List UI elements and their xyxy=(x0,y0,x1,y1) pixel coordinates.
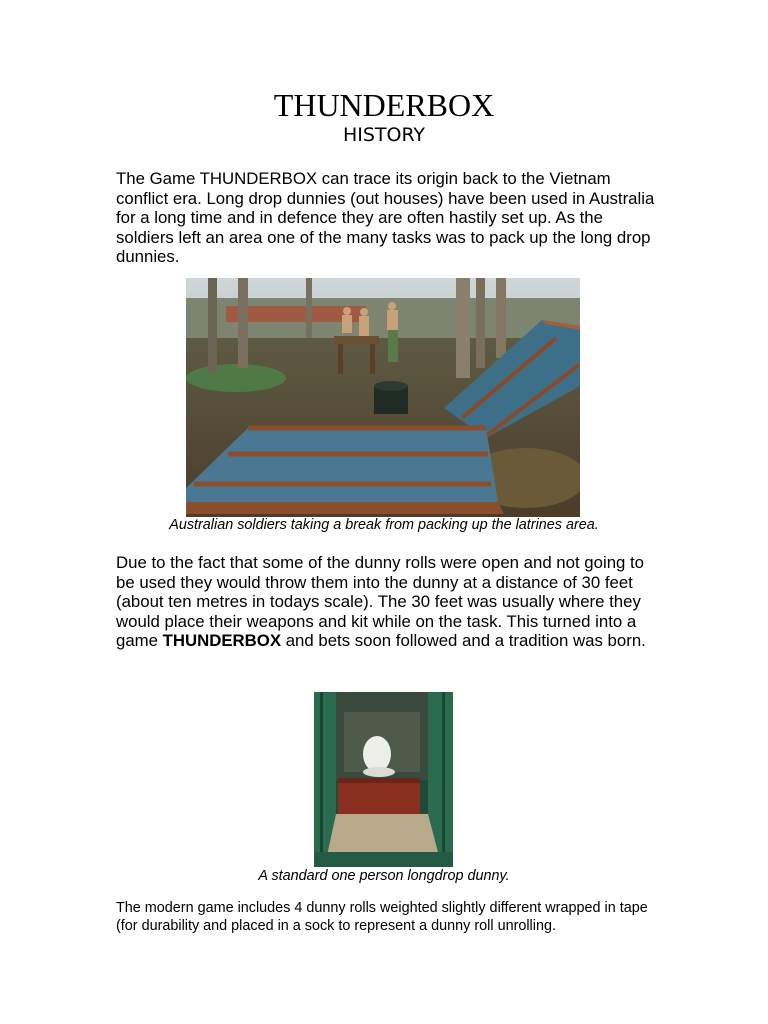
history-paragraph-text-start: Due to the fact that some of the dunny rolls were open and not going to be used they would throw them into the dunny at a distance of 30 feet (about ten metres in todays scale). The 30 feet was usually where they would place their weapons and kit while on the task. This turned into a game xyxy=(116,553,645,651)
history-paragraph-text-end: and bets soon followed and a tradition was born. xyxy=(281,631,646,651)
thunderbox-bold: THUNDERBOX xyxy=(162,631,282,651)
photo1-caption: Australian soldiers taking a break from packing up the latrines area. xyxy=(169,517,599,533)
photo2-caption: A standard one person longdrop dunny. xyxy=(258,868,510,884)
document-subtitle: HISTORY xyxy=(342,124,426,146)
intro-paragraph: The Game THUNDERBOX can trace its origin back to the Vietnam conflict era. Long drop dunnies (out houses) have been used in Australia for a long time and in defence they are often hastily set up. As the soldiers left an area one of the many tasks was to pack up the long drop dunnies. xyxy=(116,169,655,267)
soldiers-latrine-photo xyxy=(186,278,580,517)
dunny-photo xyxy=(314,692,453,867)
history-paragraph xyxy=(116,553,661,651)
document-title: THUNDERBOX xyxy=(273,87,495,123)
modern-game-paragraph: The modern game includes 4 dunny rolls weighted slightly different wrapped in tape (for durability and placed in a sock to represent a dunny roll unrolling. xyxy=(116,900,648,934)
